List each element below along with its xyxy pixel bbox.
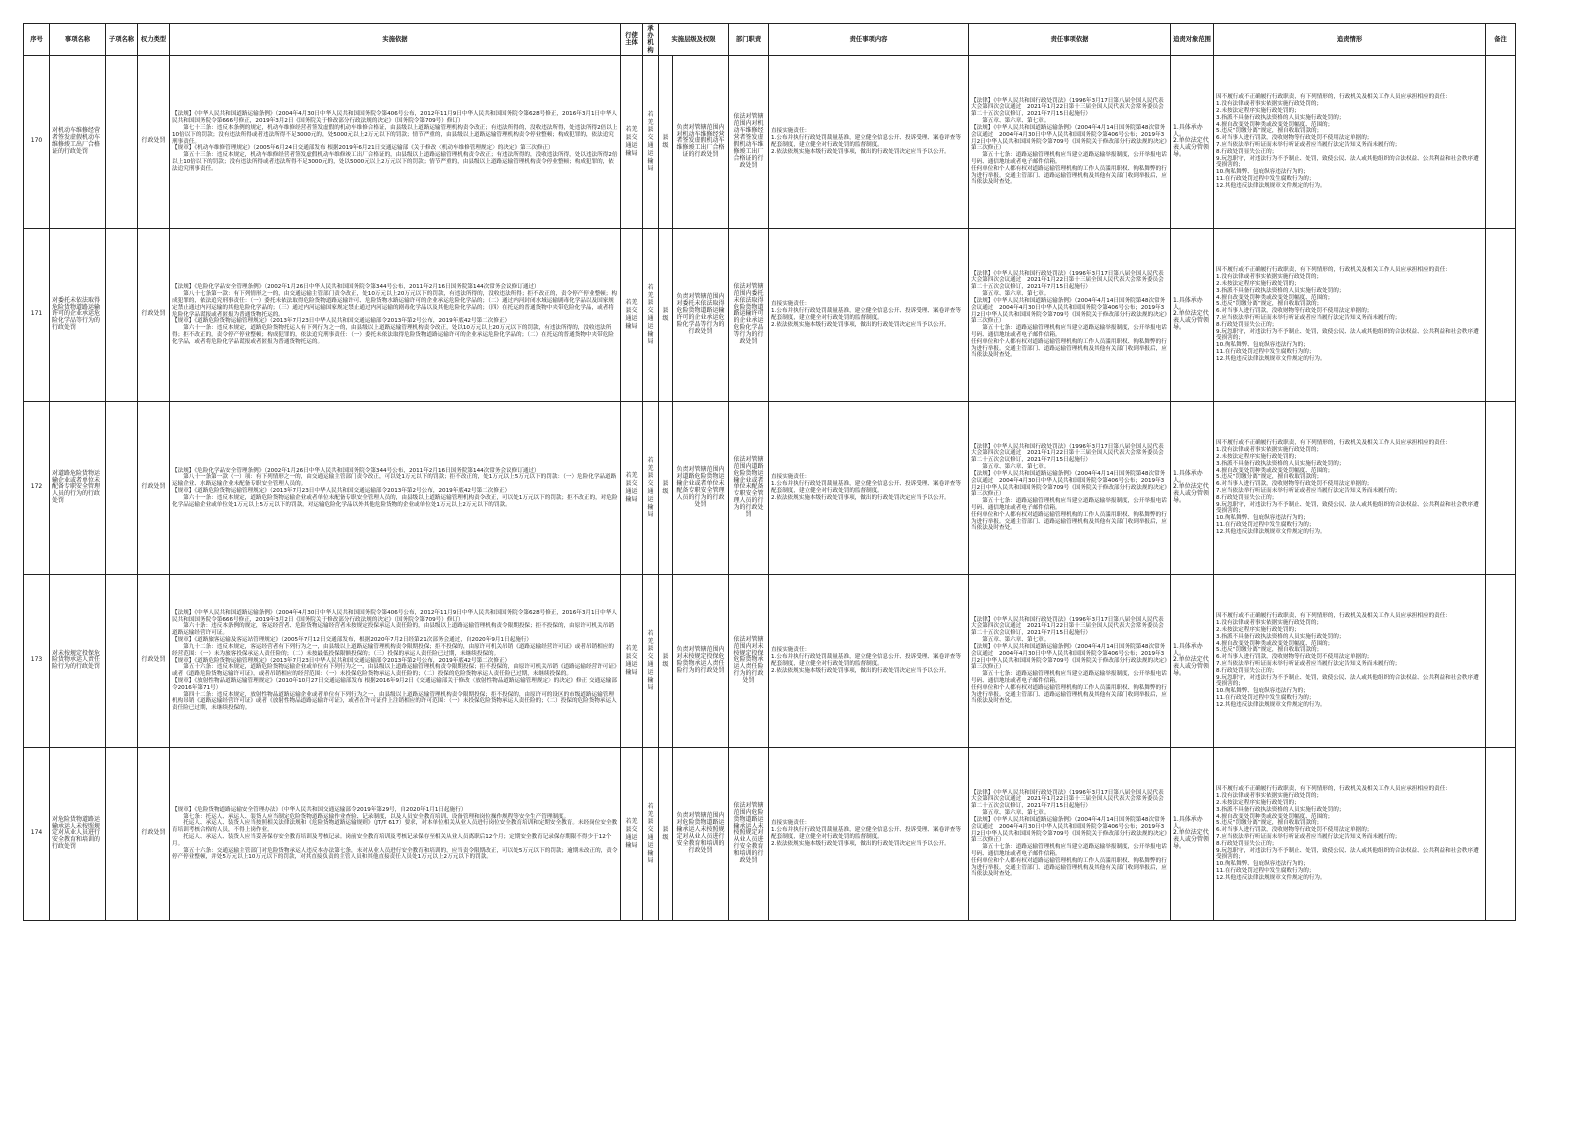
duty-table <box>23 23 1516 921</box>
table-row <box>24 228 1516 401</box>
basis-text: 【法规】《危险化学品安全管理条例》（2002年1月26日中华人民共和国国务院令第344号公布，2011年2月16日国务院第144次常务会议修订通过） 第八十七条第一款：有下列情形之一的，由交通运输主管部门责令改正，处10万元以上20万元以下的罚款，有违法所得的，没收违法所得；拒不改正的，责令停产停业整顿；构成犯罪的，依法追究刑事责任：（一）委托未依法取得危险货物道路运输许可、危险货物水路运输许可的企业承运危险化学品的；（二）通过内河封闭水域运输剧毒化学品以及国家规定禁止通过内河运输的其他危险化学品的；（三）通过内河运输国家规定禁止通过内河运输的剧毒化学品以及其他危险化学品的；（四）在托运的普通货物中夹带危险化学品，或者将危险化学品谎报或者匿报为普通货物托运的。 【规章】《道路危险货物运输管理规定》（2013年7月23日中华人民共和国交通运输部令2013年第2号公布，2019年底42号第二次修正） 第六十一条：违反本规定，道路危险货物托运人有下列行为之一的，由县级以上道路运输管理机构责令改正，处以10万元以上20万元以下的罚款，有违法所得的，没收违法所得；拒不改正的，责令停产停业整顿；构成犯罪的，依法追究刑事责任：（一）委托未依法取得危险货物道路运输许可的企业承运危险化学品的；（二）在托运的普通货物中夹带危险化学品，或者将危险化学品谎报或者匿报为普通货物托运的。 <box>172 284 617 345</box>
cell-subject: 若羌县交通运输局 <box>621 55 643 228</box>
cell-basis <box>170 747 621 920</box>
cell-scope <box>1171 747 1214 920</box>
header-dept-duty: 部门职责 <box>729 24 769 56</box>
cell-item-name: 对委托未依法取得危险货物道路运输许可的企业承运危险化学品等行为的行政处罚 <box>50 228 106 401</box>
basis-text: 【法规】《危险化学品安全管理条例》（2002年1月26日中华人民共和国国务院令第344号公布，2011年2月16日国务院第144次常务会议修订通过） 第八十一条第一款（一）项：有下列情形之一的，由交通运输主管部门责令改正，可以处1万元以下的罚款；拒不改正的，处1万元以上5万元以下的罚款：（一）危险化学品道路运输企业、水路运输企业未配备专职安全管理人员的。 【规章】《道路危险货物运输管理规定》（2013年7月23日中华人民共和国交通运输部令2013年第2号公布，2019年底42号第二次修正） 第六十一条：违反本规定，道路危险货物运输企业或者单位未配备专职安全管理人员的，由县级以上道路运输管理机构责令改正，可以处1万元以下的罚款；拒不改正的，对危险化学品运输企业或单位处1万元以上5万元以下的罚款，对运输危险化学品以外其他危险货物的企业或单位处1万元以上2万元以下的罚款。 <box>172 467 618 508</box>
cell-note <box>1486 747 1516 920</box>
cell-seq: 174 <box>24 747 50 920</box>
situation-text: 因不履行或不正确履行行政职责，有下列情形的，行政机关及相关工作人员应承担相应的责任： 1.没有法律或者事实依据实施行政处罚的； 2.未按法定程序实施行政处罚的； 3.指派不具备行政执法资格的人员实施行政处罚的； 4.擅自改变处罚种类或改变处罚幅度、范围的； 5.违反“罚缴分离”规定，擅自收取罚款的； 6.对当事人进行罚款，没收财物等行政处罚不使用法定单据的； 7.应当依法举行听证而未举行听证或者应当履行法定告知义务而未履行的； 8.行政处罚显失公正的； 9.玩忽职守，对违法行为不予制止、处罚，致使公民、法人或其他组织的合法权益、公共利益和社会秩序遭受损害的； 10.徇私舞弊、包庇纵容违法行为的； 11.在行政处罚过程中发生腐败行为的； 12.其他违反法律法规规章文件规定的行为。 <box>1216 94 1479 189</box>
duty-basis-text: 【法律】《中华人民共和国行政处罚法》（1996年3月17日第八届全国人民代表大会第四次会议通过 2021年1月22日第十三届全国人民代表大会常务委员会第二十五次会议修订，2021年7月15日起施行） 第五章、第六章、第七章。 【法规】《中华人民共和国道路运输条例》（2004年4月14日国务院第48次常务会议通过 2004年4月30日中华人民共和国国务院令第406号公布；2019年3月2日中华人民共和国国务院令第709号《国务院关于修改部分行政法规的决定》第三次修正） 第五十七条：道路运输管理机构应当建立道路运输举报制度，公开举报电话号码、通信地址或者电子邮件信箱。 任何单位和个人都有权对道路运输管理机构的工作人员滥用职权、徇私舞弊的行为进行举报。交通主管部门、道路运输管理机构及其他有关部门收到举报后，应当依法及时查处。 <box>971 616 1168 705</box>
cell-sub-item <box>106 747 138 920</box>
header-situation: 追责情形 <box>1214 24 1486 56</box>
cell-basis <box>170 574 621 747</box>
cell-scope <box>1171 228 1214 401</box>
duty-basis-text: 【法律】《中华人民共和国行政处罚法》（1996年3月17日第八届全国人民代表大会第四次会议通过 2021年1月22日第十三届全国人民代表大会常务委员会第二十五次会议修订，2021年7月15日起施行） 第五章、第六章、第七章。 【法规】《中华人民共和国道路运输条例》（2004年4月14日国务院第48次常务会议通过 2004年4月30日中华人民共和国国务院令第406号公布；2019年3月2日中华人民共和国国务院令第709号《国务院关于修改部分行政法规的决定》第三次修正） 第五十七条：道路运输管理机构应当建立道路运输举报制度，公开举报电话号码、通信地址或者电子邮件信箱。 任何单位和个人都有权对道路运输管理机构的工作人员滥用职权、徇私舞弊的行为进行举报。交通主管部门、道路运输管理机构及其他有关部门收到举报后，应当依法及时查处。 <box>971 443 1168 532</box>
cell-dept-duty: 依法对管辖范围内对未按规定投保危险货物承运人责任险行为的行政处罚 <box>729 574 769 747</box>
cell-duty-basis <box>969 401 1171 574</box>
duty-content-text: 直接实施责任： 1.公布并执行行政处罚裁量基准，建立健全信息公开、投诉受理、案卷评查等配套制度，建立健全对行政处罚的监督制度。 2.依法依规实施本级行政处罚事项，做出的行政处罚决定应当予以公开。 <box>771 647 961 674</box>
header-subject: 行使主体 <box>621 24 643 56</box>
situation-text: 因不履行或不正确履行行政职责，有下列情形的，行政机关及相关工作人员应承担相应的责任： 1.没有法律或者事实依据实施行政处罚的； 2.未按法定程序实施行政处罚的； 3.指派不具备行政执法资格的人员实施行政处罚的； 4.擅自改变处罚种类或改变处罚幅度、范围的； 5.违反“罚缴分离”规定，擅自收取罚款的； 6.对当事人进行罚款，没收财物等行政处罚不使用法定单据的； 7.应当依法举行听证而未举行听证或者应当履行法定告知义务而未履行的； 8.行政处罚显失公正的； 9.玩忽职守，对违法行为不予制止、处罚，致使公民、法人或其他组织的合法权益、公共利益和社会秩序遭受损害的； 10.徇私舞弊、包庇纵容违法行为的； 11.在行政处罚过程中发生腐败行为的； 12.其他违反法律法规规章文件规定的行为。 <box>1216 786 1479 881</box>
cell-situation <box>1214 228 1486 401</box>
duty-basis-text: 【法律】《中华人民共和国行政处罚法》（1996年3月17日第八届全国人民代表大会第四次会议通过 2021年1月22日第十三届全国人民代表大会常务委员会第二十五次会议修订，2021年7月15日起施行） 第五章、第六章、第七章。 【法规】《中华人民共和国道路运输条例》（2004年4月14日国务院第48次常务会议通过 2004年4月30日中华人民共和国国务院令第406号公布；2019年3月2日中华人民共和国国务院令第709号《国务院关于修改部分行政法规的决定》第三次修正） 第五十七条：道路运输管理机构应当建立道路运输举报制度，公开举报电话号码、通信地址或者电子邮件信箱。 任何单位和个人都有权对道路运输管理机构的工作人员滥用职权、徇私舞弊的行为进行举报。交通主管部门、道路运输管理机构及其他有关部门收到举报后，应当依法及时查处。 <box>971 789 1168 878</box>
header-power-type: 权力类型 <box>138 24 170 56</box>
cell-level: 县级 <box>659 574 673 747</box>
scope-text: 1.具体承办人。 2.单位法定代表人或分管领导。 <box>1173 815 1210 851</box>
cell-item-name: 对危险货物道路运输承运人未按照规定对从业人员进行安全教育和培训的行政处罚 <box>50 747 106 920</box>
cell-seq: 173 <box>24 574 50 747</box>
cell-power-type: 行政处罚 <box>138 228 170 401</box>
cell-dept-duty: 依法对管辖范围内道路危险货物运输企业或者单位未配备专职安全管理人员的行为的行政处罚 <box>729 401 769 574</box>
cell-sub-item <box>106 574 138 747</box>
cell-situation <box>1214 55 1486 228</box>
table-row <box>24 574 1516 747</box>
table-row <box>24 747 1516 920</box>
cell-basis <box>170 55 621 228</box>
header-basis: 实施依据 <box>170 24 621 56</box>
cell-note <box>1486 228 1516 401</box>
cell-power-type: 行政处罚 <box>138 747 170 920</box>
duty-content-text: 直接实施责任： 1.公布并执行行政处罚裁量基准，建立健全信息公开、投诉受理、案卷评查等配套制度，建立健全对行政处罚的监督制度。 2.依法依规实施本级行政处罚事项，做出的行政处罚决定应当予以公开。 <box>771 474 961 501</box>
cell-note <box>1486 574 1516 747</box>
cell-sub-item <box>106 55 138 228</box>
header-item-name: 事项名称 <box>50 24 106 56</box>
cell-level: 县级 <box>659 401 673 574</box>
duty-basis-text: 【法律】《中华人民共和国行政处罚法》（1996年3月17日第八届全国人民代表大会第四次会议通过 2021年1月22日第十三届全国人民代表大会常务委员会第二十五次会议修订，2021年7月15日起施行） 第五章、第六章、第七章。 【法规】《中华人民共和国道路运输条例》（2004年4月14日国务院第48次常务会议通过 2004年4月30日中华人民共和国国务院令第406号公布；2019年3月2日中华人民共和国国务院令第709号《国务院关于修改部分行政法规的决定》第三次修正） 第五十七条：道路运输管理机构应当建立道路运输举报制度，公开举报电话号码、通信地址或者电子邮件信箱。 任何单位和个人都有权对道路运输管理机构的工作人员滥用职权、徇私舞弊的行为进行举报。交通主管部门、道路运输管理机构及其他有关部门收到举报后，应当依法及时查处。 <box>971 97 1168 186</box>
cell-duty-content <box>769 401 969 574</box>
cell-power-type: 行政处罚 <box>138 55 170 228</box>
situation-text: 因不履行或不正确履行行政职责，有下列情形的，行政机关及相关工作人员应承担相应的责任： 1.没有法律或者事实依据实施行政处罚的； 2.未按法定程序实施行政处罚的； 3.指派不具备行政执法资格的人员实施行政处罚的； 4.擅自改变处罚种类或改变处罚幅度、范围的； 5.违反“罚缴分离”规定，擅自收取罚款的； 6.对当事人进行罚款，没收财物等行政处罚不使用法定单据的； 7.应当依法举行听证而未举行听证或者应当履行法定告知义务而未履行的； 8.行政处罚显失公正的； 9.玩忽职守，对违法行为不予制止、处罚，致使公民、法人或其他组织的合法权益、公共利益和社会秩序遭受损害的； 10.徇私舞弊、包庇纵容违法行为的； 11.在行政处罚过程中发生腐败行为的； 12.其他违反法律法规规章文件规定的行为。 <box>1216 613 1479 708</box>
header-duty-basis: 责任事项依据 <box>969 24 1171 56</box>
header-duty-content: 责任事项内容 <box>769 24 969 56</box>
cell-level: 县级 <box>659 747 673 920</box>
basis-text: 【法规】《中华人民共和国道路运输条例》（2004年4月30日中华人民共和国国务院令第406号公布，2012年11月9日中华人民共和国国务院令第628号修正，2016年3月1日中华人民共和国国务院令第666号修正，2019年3月2日《国务院关于修改部分行政法规的决定》（国务院令第709号）修订） 第六十条：违反本条例的规定，客运经营者、危险货物运输经营者未按规定投保承运人责任险的，由县级以上道路运输管理机构责令限期投保；拒不投保的，由原许可机关吊销道路运输经营许可证。 【规章】《道路旅客运输及客运站管理规定》（2005年7月12日交通部发布，根据2020年7月2日经第21次部务会通过，自2020年9月1日起施行） 第九十二条：违反本规定，客运经营者有下列行为之一，由县级以上道路运输管理机构责令限期投保；拒不投保的，由原许可机关吊销《道路运输经营许可证》或者吊销相应的经营范围：（一）未为旅客投保承运人责任险的；（二）未按最低投保限额投保的；（三）投保的承运人责任险已过期，未继续投保的。 【规章】《道路危险货物运输管理规定》（2013年7月23日中华人民共和国交通运输部令2013年第2号公布，2019年底42号第二次修正） 第五十六条：违反本规定，道路危险货物运输企业或单位有下列行为之一，由县级以上道路运输管理机构责令限期投保；拒不投保的，由原许可机关吊销《道路运输经营许可证》或者《道路危险货物运输许可证》，或者吊销相应的经营范围：（一）未投保危险货物承运人责任险的；（二）投保的危险货物承运人责任险已过期，未继续投保的。 【规章】《放射性物品道路运输管理规定》（2010年10月27日交通运输部发布 根据2016年9月2日《交通运输部关于修改〈放射性物品道路运输管理规定〉的决定》修正 交通运输部令2016年第71号） 第四十二条：违反本规定，放射性物品道路运输企业或者单位有下列行为之一，由县级以上道路运输管理机构责令限期投保；拒不投保的，由原许可的设区的市级道路运输管理机构吊销《道路运输经营许可证》或者《放射性物品道路运输许可证》，或者在许可证件上注销相应的许可范围：（一）未投保危险货物承运人责任险的；（二）投保的危险货物承运人责任险已过期，未继续投保的。 <box>172 609 617 712</box>
cell-level-scope: 负责对管辖范围内对危险货物道路运输承运人未按照规定对从业人员进行安全教育和培训的行政处罚 <box>673 747 729 920</box>
header-seq: 序号 <box>24 24 50 56</box>
cell-dept-duty: 依法对管辖范围内委托未依法取得危险货物道路运输许可的企业承运危险化学品等行为的行政处罚 <box>729 228 769 401</box>
cell-item-name: 对未按规定投保危险货物承运人责任险行为的行政处罚 <box>50 574 106 747</box>
cell-undertaker: 若羌县交通运输局 <box>643 55 659 228</box>
header-note: 备注 <box>1486 24 1516 56</box>
table-row <box>24 55 1516 228</box>
cell-dept-duty: 依法对管辖范围内危险货物道路运输承运人未按照规定对从业人员进行安全教育和培训的行政处罚 <box>729 747 769 920</box>
cell-power-type: 行政处罚 <box>138 401 170 574</box>
cell-seq: 172 <box>24 401 50 574</box>
cell-sub-item <box>106 401 138 574</box>
cell-power-type: 行政处罚 <box>138 574 170 747</box>
cell-duty-content <box>769 55 969 228</box>
cell-scope <box>1171 55 1214 228</box>
cell-seq: 170 <box>24 55 50 228</box>
cell-undertaker: 若羌县交通运输局 <box>643 747 659 920</box>
duty-content-text: 直接实施责任： 1.公布并执行行政处罚裁量基准，建立健全信息公开、投诉受理、案卷评查等配套制度，建立健全对行政处罚的监督制度。 2.依法依规实施本级行政处罚事项，做出的行政处罚决定应当予以公开。 <box>771 301 961 328</box>
cell-note <box>1486 55 1516 228</box>
cell-note <box>1486 401 1516 574</box>
cell-subject: 若羌县交通运输局 <box>621 747 643 920</box>
cell-duty-content <box>769 228 969 401</box>
cell-level: 县级 <box>659 55 673 228</box>
cell-duty-content <box>769 574 969 747</box>
cell-scope <box>1171 401 1214 574</box>
cell-undertaker: 若羌县交通运输局 <box>643 401 659 574</box>
cell-situation <box>1214 574 1486 747</box>
cell-subject: 若羌县交通运输局 <box>621 228 643 401</box>
scope-text: 1.具体承办人。 2.单位法定代表人或分管领导。 <box>1173 469 1210 505</box>
cell-undertaker: 若羌县交通运输局 <box>643 228 659 401</box>
cell-situation <box>1214 747 1486 920</box>
basis-text: 【规章】《危险货物道路运输安全管理办法》（中华人民共和国交通运输部令2019年第29号，自2020年1月1日起施行） 第七条：托运人、承运人、装货人应当制定危险货物道路运输作业查验、记录制度，以及人员安全教育培训、设备管理和岗位操作规程等安全生产管理制度。 托运人、承运人、装货人应当按照相关法律法规和《危险货物道路运输规则》（JT/T 617）要求，对本单位相关从业人员进行岗位安全教育培训和定期安全教育。未经岗位安全教育培训考核合格的人员，不得上岗作业。 托运人、承运人、装货人应当妥善保存安全教育培训及考核记录。岗前安全教育培训及考核记录保存至相关从业人员离职后12个月；定期安全教育记录保存期限不得少于12个月。 第五十六条：交通运输主管部门对危险货物承运人违反本办法第七条，未对从业人员进行安全教育和培训的，应当责令限期改正，可以处5万元以下的罚款；逾期未改正的，责令停产停业整顿，并处5万元以上10万元以下的罚款，对其直接负责的主管人员和其他直接责任人员处1万元以上2万元以下的罚款。 <box>172 806 618 861</box>
cell-level-scope: 负责对管辖范围内对道路危险货物运输企业或者单位未配备专职安全管理人员的行为的行政处罚 <box>673 401 729 574</box>
cell-duty-content <box>769 747 969 920</box>
scope-text: 1.具体承办人。 2.单位法定代表人或分管领导。 <box>1173 296 1210 332</box>
header-sub-item: 子项名称 <box>106 24 138 56</box>
cell-item-name: 对道路危险货物运输企业或者单位未配备专职安全管理人员的行为的行政处罚 <box>50 401 106 574</box>
cell-level-scope: 负责对管辖范围内对委托未依法取得危险货物道路运输许可的企业承运危险化学品等行为的行政处罚 <box>673 228 729 401</box>
cell-level-scope: 负责对管辖范围内对未按规定投保危险货物承运人责任险行为的行政处罚 <box>673 574 729 747</box>
cell-level-scope: 负责对管辖范围内对机动车维修经营者签发虚假机动车维修竣工出厂合格证的行政处罚 <box>673 55 729 228</box>
cell-duty-basis <box>969 574 1171 747</box>
cell-undertaker: 若羌县交通运输局 <box>643 574 659 747</box>
table-header-row <box>24 24 1516 56</box>
cell-scope <box>1171 574 1214 747</box>
cell-level: 县级 <box>659 228 673 401</box>
header-undertaker: 承办机构 <box>643 24 659 56</box>
basis-text: 【法规】《中华人民共和国道路运输条例》（2004年4月30日中华人民共和国国务院令第406号公布，2012年11月9日中华人民共和国国务院令第628号修正，2016年3月1日中华人民共和国国务院令第666号修正，2019年3月2日《国务院关于修改部分行政法规的决定》（国务院令第709号）修订） 第七十三条：违反本条例的规定，机动车维修经营者签发虚假的机动车维修合格证，由县级以上道路运输管理机构责令改正；有违法所得的，没收违法所得，处违法所得2倍以上10倍以下的罚款；没有违法所得或者违法所得不足3000元的，处5000元以上2万元以下的罚款；情节严重的，由县级以上道路运输管理机构责令停业整顿；构成犯罪的，依法追究刑事责任。 【规章】《机动车维修管理规定》（2005年6月24日交通部发布 根据2019年6月21日交通运输部《关于修改〈机动车维修管理规定〉的决定》第三次修正） 第五十三条：违反本规定，机动车维修经营者签发虚假机动车维修竣工出厂合格证的，由县级以上道路运输管理机构责令改正；有违法所得的，没收违法所得，处以违法所得2倍以上10倍以下的罚款；没有违法所得或者违法所得不足3000元的，处以5000元以上2万元以下的罚款；情节严重的，由县级以上道路运输管理机构责令停业整顿；构成犯罪的，依法追究刑事责任。 <box>172 111 618 172</box>
cell-duty-basis <box>969 55 1171 228</box>
document-sheet <box>23 23 1515 921</box>
scope-text: 1.具体承办人。 2.单位法定代表人或分管领导。 <box>1173 123 1210 159</box>
header-scope: 追责对象范围 <box>1171 24 1214 56</box>
cell-basis <box>170 401 621 574</box>
cell-seq: 171 <box>24 228 50 401</box>
header-level: 实施层级及权限 <box>659 24 729 56</box>
cell-dept-duty: 依法对管辖范围内对机动车维修经营者签发虚假机动车维修竣工出厂合格证的行政处罚 <box>729 55 769 228</box>
cell-sub-item <box>106 228 138 401</box>
cell-duty-basis <box>969 228 1171 401</box>
cell-subject: 若羌县交通运输局 <box>621 574 643 747</box>
duty-basis-text: 【法律】《中华人民共和国行政处罚法》（1996年3月17日第八届全国人民代表大会第四次会议通过 2021年1月22日第十三届全国人民代表大会常务委员会第二十五次会议修订，2021年7月15日起施行） 第五章、第六章、第七章。 【法规】《中华人民共和国道路运输条例》（2004年4月14日国务院第48次常务会议通过 2004年4月30日中华人民共和国国务院令第406号公布；2019年3月2日中华人民共和国国务院令第709号《国务院关于修改部分行政法规的决定》第三次修正） 第五十七条：道路运输管理机构应当建立道路运输举报制度，公开举报电话号码、通信地址或者电子邮件信箱。 任何单位和个人都有权对道路运输管理机构的工作人员滥用职权、徇私舞弊的行为进行举报。交通主管部门、道路运输管理机构及其他有关部门收到举报后，应当依法及时查处。 <box>971 270 1168 359</box>
situation-text: 因不履行或不正确履行行政职责，有下列情形的，行政机关及相关工作人员应承担相应的责任： 1.没有法律或者事实依据实施行政处罚的； 2.未按法定程序实施行政处罚的； 3.指派不具备行政执法资格的人员实施行政处罚的； 4.擅自改变处罚种类或改变处罚幅度、范围的； 5.违反“罚缴分离”规定，擅自收取罚款的； 6.对当事人进行罚款，没收财物等行政处罚不使用法定单据的； 7.应当依法举行听证而未举行听证或者应当履行法定告知义务而未履行的； 8.行政处罚显失公正的； 9.玩忽职守，对违法行为不予制止、处罚，致使公民、法人或其他组织的合法权益、公共利益和社会秩序遭受损害的； 10.徇私舞弊、包庇纵容违法行为的； 11.在行政处罚过程中发生腐败行为的； 12.其他违反法律法规规章文件规定的行为。 <box>1216 267 1479 362</box>
duty-content-text: 直接实施责任： 1.公布并执行行政处罚裁量基准，建立健全信息公开、投诉受理、案卷评查等配套制度，建立健全对行政处罚的监督制度。 2.依法依规实施本级行政处罚事项，做出的行政处罚决定应当予以公开。 <box>771 820 961 847</box>
cell-subject: 若羌县交通运输局 <box>621 401 643 574</box>
situation-text: 因不履行或不正确履行行政职责，有下列情形的，行政机关及相关工作人员应承担相应的责任： 1.没有法律或者事实依据实施行政处罚的； 2.未按法定程序实施行政处罚的； 3.指派不具备行政执法资格的人员实施行政处罚的； 4.擅自改变处罚种类或改变处罚幅度、范围的； 5.违反“罚缴分离”规定，擅自收取罚款的； 6.对当事人进行罚款，没收财物等行政处罚不使用法定单据的； 7.应当依法举行听证而未举行听证或者应当履行法定告知义务而未履行的； 8.行政处罚显失公正的； 9.玩忽职守，对违法行为不予制止、处罚，致使公民、法人或其他组织的合法权益、公共利益和社会秩序遭受损害的； 10.徇私舞弊、包庇纵容违法行为的； 11.在行政处罚过程中发生腐败行为的； 12.其他违反法律法规规章文件规定的行为。 <box>1216 440 1479 535</box>
duty-content-text: 直接实施责任： 1.公布并执行行政处罚裁量基准，建立健全信息公开、投诉受理、案卷评查等配套制度，建立健全对行政处罚的监督制度。 2.依法依规实施本级行政处罚事项，做出的行政处罚决定应当予以公开。 <box>771 128 961 155</box>
cell-item-name: 对机动车维修经营者签发虚假机动车维修竣工出厂合格证的行政处罚 <box>50 55 106 228</box>
table-row <box>24 401 1516 574</box>
cell-situation <box>1214 401 1486 574</box>
scope-text: 1.具体承办人。 2.单位法定代表人或分管领导。 <box>1173 642 1210 678</box>
cell-duty-basis <box>969 747 1171 920</box>
cell-basis <box>170 228 621 401</box>
